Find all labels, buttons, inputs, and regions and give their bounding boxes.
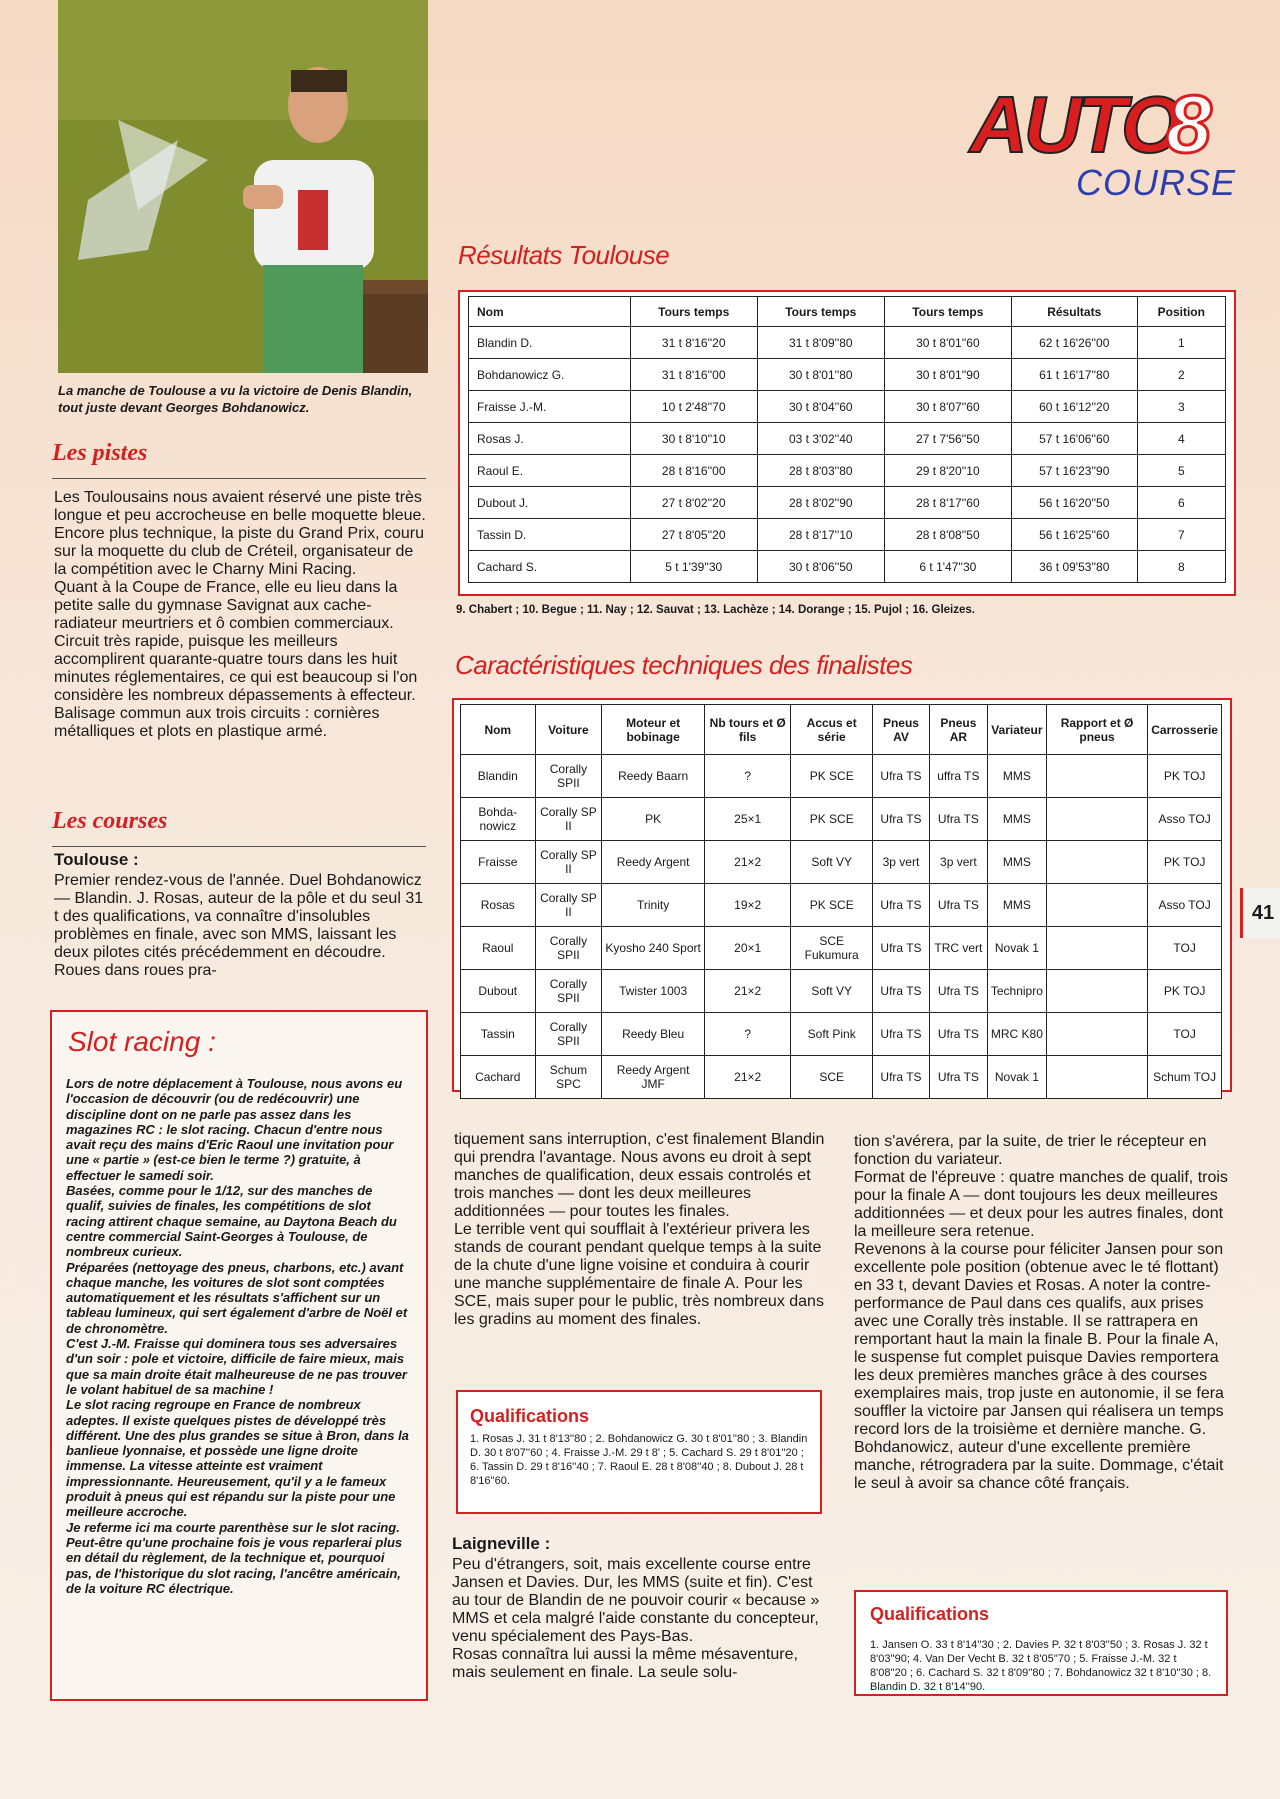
header-cell: Nom (469, 297, 631, 327)
header-cell: Rapport et Ø pneus (1046, 705, 1147, 755)
table-cell: 5 t 1'39''30 (630, 551, 757, 583)
table-cell: 60 t 16'12''20 (1011, 391, 1137, 423)
podium-photo (58, 0, 428, 373)
table-cell: Raoul (461, 927, 536, 970)
results-others: 9. Chabert ; 10. Begue ; 11. Nay ; 12. Sauvat ; 13. Lachèze ; 14. Dorange ; 15. Pujol ; 16. Gleizes. (456, 604, 975, 616)
table-cell: Ufra TS (929, 970, 987, 1013)
header-cell: Pneus AR (929, 705, 987, 755)
table-row (469, 391, 1226, 423)
table-cell: Cachard (461, 1056, 536, 1099)
table-cell: 28 t 8'03''80 (757, 455, 884, 487)
table-cell: Soft Pink (791, 1013, 873, 1056)
table-cell: 3p vert (873, 841, 930, 884)
qualif-title-toulouse: Qualifications (470, 1406, 590, 1426)
table-cell: MMS (987, 755, 1046, 798)
table-row (469, 359, 1226, 391)
table-row (469, 551, 1226, 583)
table-cell: PK SCE (791, 755, 873, 798)
courses-title: Les courses (52, 808, 168, 834)
table-cell: MRC K80 (987, 1013, 1046, 1056)
pistes-header (52, 440, 426, 479)
table-cell: 56 t 16'20''50 (1011, 487, 1137, 519)
table-cell: 29 t 8'20''10 (884, 455, 1011, 487)
table-cell: 21×2 (705, 970, 791, 1013)
table-cell: Soft VY (791, 970, 873, 1013)
table-cell (1046, 1013, 1147, 1056)
table-row (469, 455, 1226, 487)
table-cell (1046, 884, 1147, 927)
table-cell: ? (705, 1013, 791, 1056)
logo-number: 8 (1166, 79, 1212, 170)
table-cell: 28 t 8'17''10 (757, 519, 884, 551)
header-cell: Accus et série (791, 705, 873, 755)
table-cell: 27 t 7'56''50 (884, 423, 1011, 455)
table-cell: 31 t 8'16''00 (630, 359, 757, 391)
table-cell: 19×2 (705, 884, 791, 927)
header-cell: Résultats (1011, 297, 1137, 327)
table-cell: uffra TS (929, 755, 987, 798)
header-cell: Variateur (987, 705, 1046, 755)
table-cell: Corally SP II (535, 884, 602, 927)
table-row (461, 798, 1222, 841)
table-cell: 6 (1137, 487, 1225, 519)
table-cell: Dubout J. (469, 487, 631, 519)
table-cell: 25×1 (705, 798, 791, 841)
table-cell: Ufra TS (873, 755, 930, 798)
table-cell: MMS (987, 884, 1046, 927)
table-cell: PK TOJ (1148, 841, 1222, 884)
table-cell: 31 t 8'16''20 (630, 327, 757, 359)
table-cell: SCE (791, 1056, 873, 1099)
table-cell: 28 t 8'02''90 (757, 487, 884, 519)
logo-brand: AUTO (970, 80, 1180, 169)
table-cell: Fraisse (461, 841, 536, 884)
header-cell: Position (1137, 297, 1225, 327)
table-cell: ? (705, 755, 791, 798)
table-cell: PK (602, 798, 705, 841)
results-title: Résultats Toulouse (458, 240, 670, 270)
table-cell: 36 t 09'53''80 (1011, 551, 1137, 583)
table-cell: 30 t 8'01''80 (757, 359, 884, 391)
results-table-frame (458, 290, 1236, 596)
table-cell: 57 t 16'23''90 (1011, 455, 1137, 487)
page-number: 41 (1240, 888, 1280, 938)
col2-text: tiquement sans interruption, c'est finalement Blandin qui prendra l'avantage. Nous avons eu droit à sept manches de qualification, deux essais controlés et trois manches — dont les deux meilleures additionnées — pour toutes les finales. Le terrible vent qui soufflait à l'extérieur privera les stands de courant pendant quelque temps à la suite de la chute d'une ligne voisine et conduira à courir une manche supplémentaire de finale A. Pour les SCE, mais super pour le public, très nombreux dans les gradins au moment des finales. (454, 1131, 825, 1328)
table-cell: 56 t 16'25''60 (1011, 519, 1137, 551)
table-cell: PK TOJ (1148, 970, 1222, 1013)
table-cell: 3 (1137, 391, 1225, 423)
table-cell: Asso TOJ (1148, 884, 1222, 927)
table-cell: Tassin (461, 1013, 536, 1056)
table-cell: Corally SPII (535, 755, 602, 798)
table-cell: 6 t 1'47''30 (884, 551, 1011, 583)
table-cell: PK SCE (791, 884, 873, 927)
table-cell: Ufra TS (873, 1056, 930, 1099)
table-cell: Corally SP II (535, 841, 602, 884)
tech-table (460, 704, 1222, 1099)
table-cell: Fraisse J.-M. (469, 391, 631, 423)
table-cell: 30 t 8'10''10 (630, 423, 757, 455)
table-cell: 30 t 8'07''60 (884, 391, 1011, 423)
tech-title: Caractéristiques techniques des finalistes (455, 650, 913, 680)
qualif-box-laigneville (854, 1590, 1228, 1696)
table-cell: 03 t 3'02''40 (757, 423, 884, 455)
table-cell (1046, 841, 1147, 884)
table-cell: Blandin D. (469, 327, 631, 359)
table-cell: 31 t 8'09''80 (757, 327, 884, 359)
table-cell: 8 (1137, 551, 1225, 583)
table-cell (1046, 755, 1147, 798)
table-cell: Corally SPII (535, 970, 602, 1013)
table-cell: 61 t 16'17''80 (1011, 359, 1137, 391)
table-cell: Reedy Baarn (602, 755, 705, 798)
table-cell: Rosas J. (469, 423, 631, 455)
table-cell: Twister 1003 (602, 970, 705, 1013)
slot-title: Slot racing : (68, 1026, 216, 1057)
table-cell: Asso TOJ (1148, 798, 1222, 841)
qualif-text-laigneville: 1. Jansen O. 33 t 8'14''30 ; 2. Davies P. 32 t 8'03''50 ; 3. Rosas J. 32 t 8'03''90; 4. Van Der Vecht B. 32 t 8'05''70 ; 5. Fraisse J.-M. 32 t 8'08''20 ; 6. Cachard S. 32 t 8'09''80 ; 7. Bohdanowicz 32 t 8'10''30 ; 8. Blandin D. 32 t 8'14''90. (870, 1639, 1212, 1693)
table-cell: 20×1 (705, 927, 791, 970)
table-cell: 28 t 8'08''50 (884, 519, 1011, 551)
pistes-text: Les Toulousains nous avaient réservé une piste très longue et peu accrocheuse en belle moquette bleue. Encore plus technique, la piste du Grand Prix, couru sur la moquette du club de Créteil, organisateur de la compétition avec le Charny Mini Racing. Quant à la Coupe de France, elle eu lieu dans la petite salle du gymnase Savignat aux cache-radiateur meurtriers et ô combien commerciaux. Circuit très rapide, puisque les meilleurs accomplirent quarante-quatre tours dans les huit minutes réglementaires, ce qui est beaucoup si l'on considère les nombreux dépassements à effecteur. Balisage commun aux trois circuits : cornières métalliques et plots en plastique armé. (54, 489, 426, 740)
col3-text: tion s'avérera, par la suite, de trier le récepteur en fonction du variateur. Format de l'épreuve : quatre manches de qualif, trois pour la finale A — dont toujours les deux meilleures additionnées — et deux pour les autres finales, dont la meilleure sera retenue. Revenons à la course pour féliciter Jansen pour son excellente pole position (obtenue avec le té flottant) en 33 t, devant Davies et Rosas. A noter la contre-performance de Paul dans ces qualifs, aux prises avec une Corally très instable. Il se rattrapera en remportant haut la main la finale B. Pour la finale A, le suspense fut complet puisque Davies remportera les deux premières manches grâce à des courses exemplaires mais, trop juste en autonomie, il se fera souffler la victoire par Jansen qui réalisera un temps record lors de la troisième et dernière manche. G. Bohdanowicz, auteur d'une excellente première manche, rétrogradera par la suite. Dommage, c'était le seul à avoir sa chance côté français. (854, 1133, 1228, 1492)
table-cell: Ufra TS (873, 970, 930, 1013)
table-cell (1046, 1056, 1147, 1099)
table-cell: 10 t 2'48''70 (630, 391, 757, 423)
tech-table-frame (452, 698, 1232, 1092)
table-row (461, 1056, 1222, 1099)
table-row (469, 487, 1226, 519)
table-cell: Corally SPII (535, 1013, 602, 1056)
table-cell: 30 t 8'01''90 (884, 359, 1011, 391)
header-cell: Carrosserie (1148, 705, 1222, 755)
table-cell: TOJ (1148, 1013, 1222, 1056)
table-cell: 4 (1137, 423, 1225, 455)
toulouse-subtitle: Toulouse : (54, 850, 139, 869)
header-cell: Tours temps (884, 297, 1011, 327)
table-cell: Bohda-nowicz (461, 798, 536, 841)
table-cell: Tassin D. (469, 519, 631, 551)
table-cell: TOJ (1148, 927, 1222, 970)
table-cell: 21×2 (705, 841, 791, 884)
table-cell: 7 (1137, 519, 1225, 551)
slot-text: Lors de notre déplacement à Toulouse, nous avons eu l'occasion de découvrir (ou de redécouvrir) une discipline dont on ne parle pas assez dans les magazines RC : le slot racing. Chacun d'entre nous avait reçu des mains d'Eric Raoul une invitation pour une « partie » (est-ce bien le terme ?) gratuite, à effectuer le samedi soir. Basées, comme pour le 1/12, sur des manches de qualif, suivies de finales, les compétitions de slot racing attirent chaque semaine, au Daytona Beach du centre commercial Saint-Georges à Toulouse, de nombreux curieux. Préparées (nettoyage des pneus, charbons, etc.) avant chaque manche, les voitures de slot sont comptées automatiquement et les résultats s'affichent sur un tableau lumineux, qui sert également d'arbre de Noël et de chronomètre. C'est J.-M. Fraisse qui dominera tous ses adversaires d'un soir : pole et victoire, difficile de faire mieux, mais que sa main droite était malheureuse de ne pas trouver le volant habituel de sa machine ! Le slot racing regroupe en France de nombreux adeptes. Il existe quelques pistes de développé très différent. Une des plus grandes se situe à Bron, dans la banlieue lyonnaise, et possède une ligne droite immense. La vitesse atteinte est vraiment impressionnante. Heureusement, qu'il y a le fameux produit à pneus qui est répandu sur la piste pour une meilleure accroche. Je referme ici ma courte parenthèse sur le slot racing. Peut-être qu'une prochaine fois je vous reparlerai plus en détail du règlement, de la technique et, pourquoi pas, de l'historique du slot racing, l'ancêtre américain, de la voiture RC électrique. (66, 1076, 409, 1596)
table-cell: MMS (987, 841, 1046, 884)
table-cell: Dubout (461, 970, 536, 1013)
table-cell: Reedy Argent JMF (602, 1056, 705, 1099)
table-cell: Raoul E. (469, 455, 631, 487)
qualif-text-toulouse: 1. Rosas J. 31 t 8'13''80 ; 2. Bohdanowicz G. 30 t 8'01''80 ; 3. Blandin D. 30 t 8'07''60 ; 4. Fraisse J.-M. 29 t 8' ; 5. Cachard S. 29 t 8'01''20 ; 6. Tassin D. 29 t 8'16''40 ; 7. Raoul E. 28 t 8'08''40 ; 8. Dubout J. 28 t 8'16''60. (470, 1433, 808, 1487)
results-table (468, 296, 1226, 583)
table-cell: 30 t 8'06''50 (757, 551, 884, 583)
table-cell: Blandin (461, 755, 536, 798)
table-cell: 28 t 8'17''60 (884, 487, 1011, 519)
table-cell (1046, 798, 1147, 841)
table-cell: Reedy Argent (602, 841, 705, 884)
table-row (461, 884, 1222, 927)
table-cell (1046, 970, 1147, 1013)
slot-racing-box (50, 1010, 428, 1701)
table-cell: Ufra TS (929, 1013, 987, 1056)
table-cell: 3p vert (929, 841, 987, 884)
table-cell: TRC vert (929, 927, 987, 970)
table-cell: 28 t 8'16''00 (630, 455, 757, 487)
header-cell: Pneus AV (873, 705, 930, 755)
header-cell: Tours temps (630, 297, 757, 327)
auto8-logo (960, 79, 1240, 203)
table-row (469, 519, 1226, 551)
table-cell: 5 (1137, 455, 1225, 487)
table-cell: 30 t 8'01''60 (884, 327, 1011, 359)
table-cell: 27 t 8'02''20 (630, 487, 757, 519)
table-cell: Cachard S. (469, 551, 631, 583)
laigneville-subtitle: Laigneville : (452, 1534, 551, 1553)
table-cell: Technipro (987, 970, 1046, 1013)
table-cell: SCE Fukumura (791, 927, 873, 970)
table-cell: Schum SPC (535, 1056, 602, 1099)
table-cell: Corally SPII (535, 927, 602, 970)
table-cell: Bohdanowicz G. (469, 359, 631, 391)
table-cell: Rosas (461, 884, 536, 927)
courses-text: Premier rendez-vous de l'année. Duel Bohdanowicz — Blandin. J. Rosas, auteur de la pôle et du seul 31 t des qualifications, va connaître d'insolubles problèmes en finale, avec son MMS, laissant les deux pilotes cités précédemment en découdre. Roues dans roues pra- (54, 872, 424, 979)
header-cell: Voiture (535, 705, 602, 755)
table-cell: PK SCE (791, 798, 873, 841)
table-cell: Ufra TS (873, 884, 930, 927)
table-cell: 27 t 8'05''20 (630, 519, 757, 551)
table-row (461, 841, 1222, 884)
table-cell: Novak 1 (987, 1056, 1046, 1099)
courses-header (52, 808, 426, 847)
qualif-title-laigneville: Qualifications (870, 1604, 990, 1624)
table-cell: Ufra TS (929, 1056, 987, 1099)
pistes-title: Les pistes (52, 440, 148, 466)
table-cell: 1 (1137, 327, 1225, 359)
header-cell: Moteur et bobinage (602, 705, 705, 755)
table-cell: Soft VY (791, 841, 873, 884)
table-row (461, 970, 1222, 1013)
photo-caption: La manche de Toulouse a vu la victoire de Denis Blandin, tout juste devant Georges Bohdanowicz. (58, 383, 413, 415)
table-row (469, 327, 1226, 359)
table-cell: 57 t 16'06''60 (1011, 423, 1137, 455)
table-cell: Corally SP II (535, 798, 602, 841)
table-cell: Reedy Bleu (602, 1013, 705, 1056)
table-cell: PK TOJ (1148, 755, 1222, 798)
table-cell (1046, 927, 1147, 970)
table-cell: Novak 1 (987, 927, 1046, 970)
table-cell: Ufra TS (873, 927, 930, 970)
table-cell: 2 (1137, 359, 1225, 391)
table-cell: Ufra TS (929, 798, 987, 841)
table-cell: Kyosho 240 Sport (602, 927, 705, 970)
table-cell: 62 t 16'26''00 (1011, 327, 1137, 359)
table-row (461, 1013, 1222, 1056)
laigneville-text: Peu d'étrangers, soit, mais excellente course entre Jansen et Davies. Dur, les MMS (suite et fin). C'est au tour de Blandin de ne pouvoir courir « because » MMS et cela malgré l'aide constante du concepteur, venu spécialement des Pays-Bas. Rosas connaîtra lui aussi la même mésaventure, mais seulement en finale. La seule solu- (452, 1556, 820, 1681)
table-cell: MMS (987, 798, 1046, 841)
table-cell: 21×2 (705, 1056, 791, 1099)
table-cell: 30 t 8'04''60 (757, 391, 884, 423)
table-cell: Ufra TS (929, 884, 987, 927)
table-cell: Ufra TS (873, 1013, 930, 1056)
header-cell: Tours temps (757, 297, 884, 327)
table-cell: Trinity (602, 884, 705, 927)
table-row (469, 423, 1226, 455)
table-row (461, 755, 1222, 798)
header-cell: Nb tours et Ø fils (705, 705, 791, 755)
table-cell: Schum TOJ (1148, 1056, 1222, 1099)
table-cell: Ufra TS (873, 798, 930, 841)
table-row (461, 927, 1222, 970)
logo-sub: COURSE (1075, 162, 1236, 203)
header-cell: Nom (461, 705, 536, 755)
qualif-box-toulouse (456, 1390, 822, 1514)
